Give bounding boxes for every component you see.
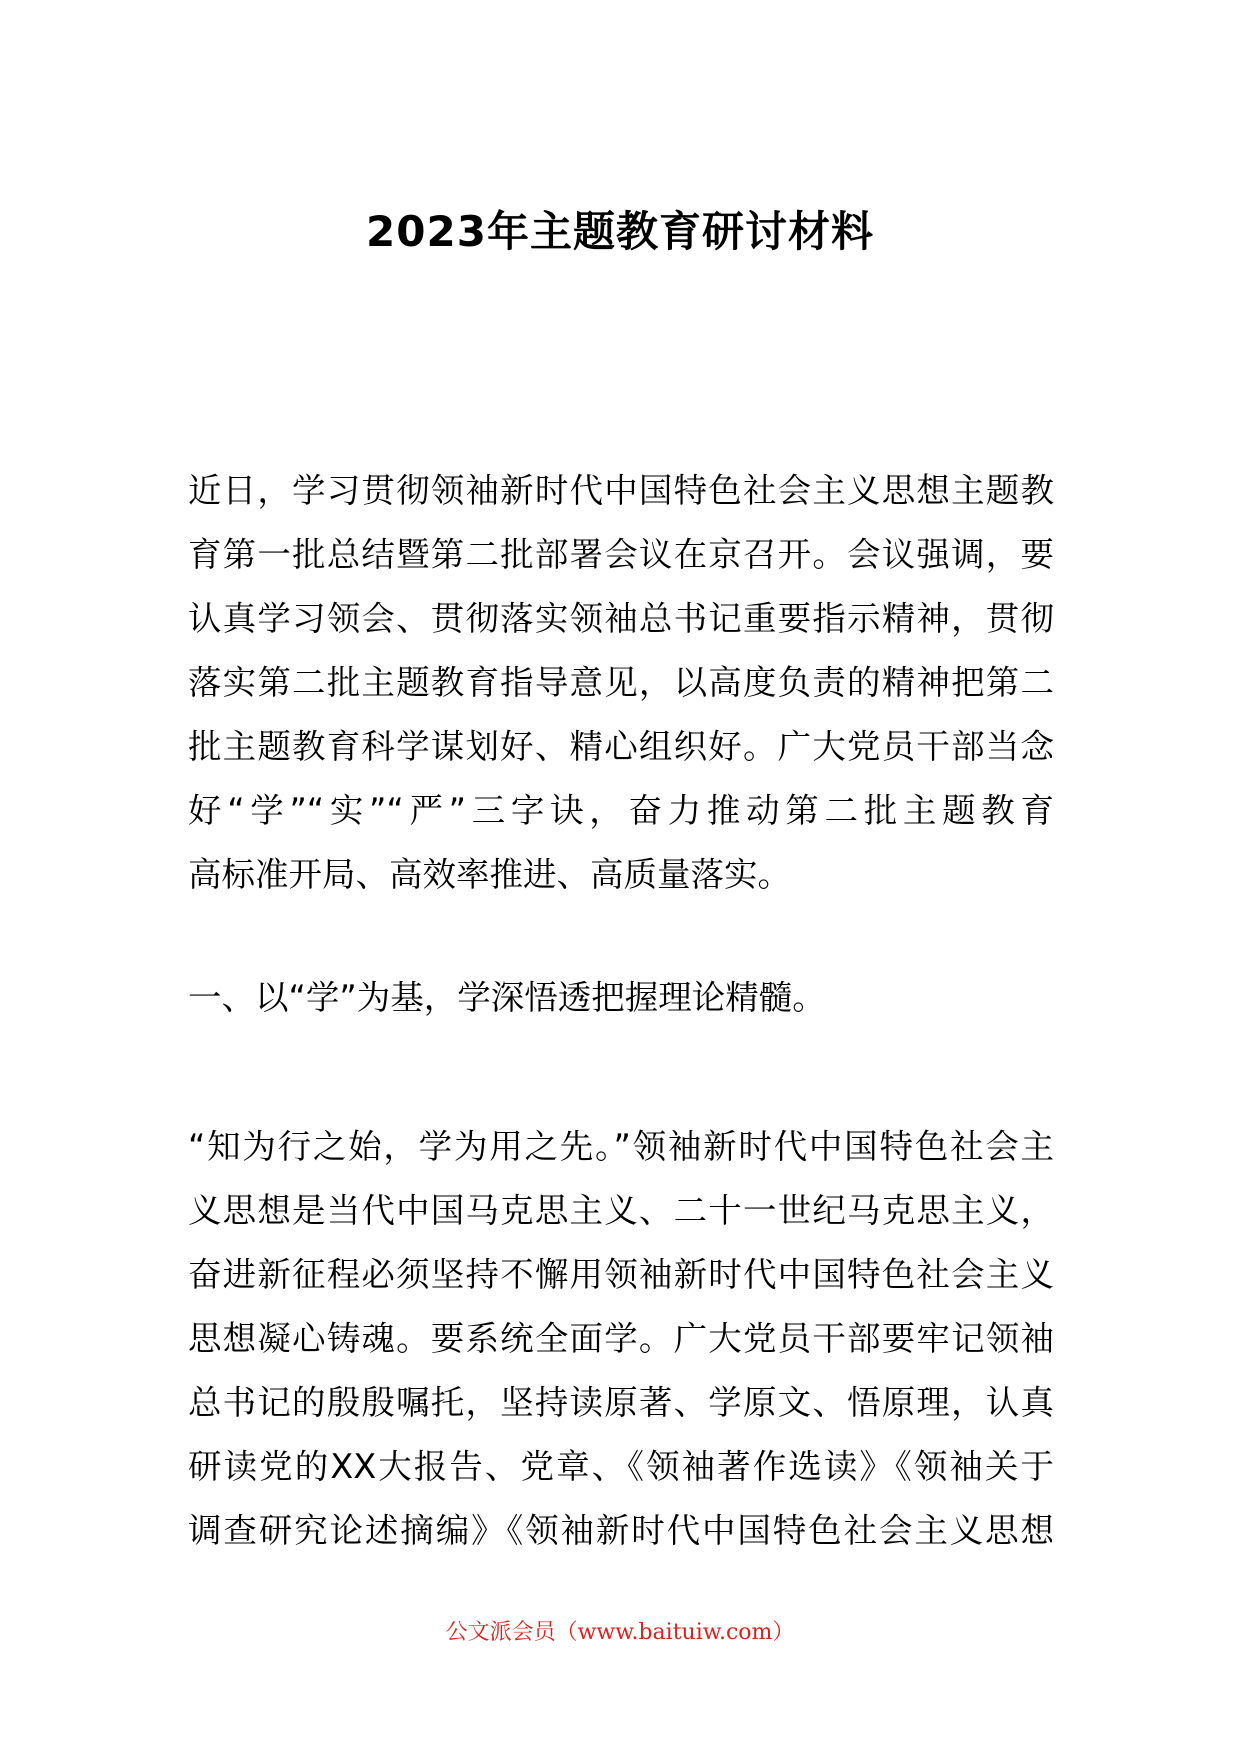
paragraph-line: 落实第二批主题教育指导意见，以高度负责的精神把第二 [188,663,1054,702]
paragraph-line: 奋进新征程必须坚持不懈用领袖新时代中国特色社会主义 [188,1255,1054,1294]
paragraph-line: 义思想是当代中国马克思主义、二十一世纪马克思主义， [188,1191,1054,1230]
section-heading [188,966,1054,1030]
paragraph-line: 育第一批总结暨第二批部署会议在京召开。会议强调，要 [188,535,1054,574]
paragraph-line: 近日，学习贯彻领袖新时代中国特色社会主义思想主题教 [188,471,1054,510]
intro-paragraph [188,459,1054,907]
section-heading-text: 一、以“学”为基，学深悟透把握理论精髓。 [188,978,826,1017]
paragraph-line: 高标准开局、高效率推进、高质量落实。 [188,855,791,894]
paragraph-line: 批主题教育科学谋划好、精心组织好。广大党员干部当念 [188,727,1054,766]
paragraph-line: 总书记的殷殷嘱托，坚持读原著、学原文、悟原理，认真 [188,1383,1054,1422]
footer-watermark-link[interactable]: 公文派会员（www.baituiw.com） [445,1620,795,1645]
paragraph-line: 研读党的XX大报告、党章、《领袖著作选读》《领袖关于 [188,1447,1054,1486]
document-title: 2023年主题教育研讨材料 [366,207,874,256]
paragraph-line: “知为行之始，学为用之先。”领袖新时代中国特色社会主 [188,1127,1054,1166]
paragraph-line: 调查研究论述摘编》《领袖新时代中国特色社会主义思想 [188,1511,1054,1550]
paragraph-line: 思想凝心铸魂。要系统全面学。广大党员干部要牢记领袖 [188,1319,1054,1358]
paragraph-line: 认真学习领会、贯彻落实领袖总书记重要指示精神，贯彻 [188,599,1054,638]
paragraph-line: 好“学”“实”“严”三字诀，奋力推动第二批主题教育 [188,791,1054,830]
section-paragraph [188,1115,1054,1563]
